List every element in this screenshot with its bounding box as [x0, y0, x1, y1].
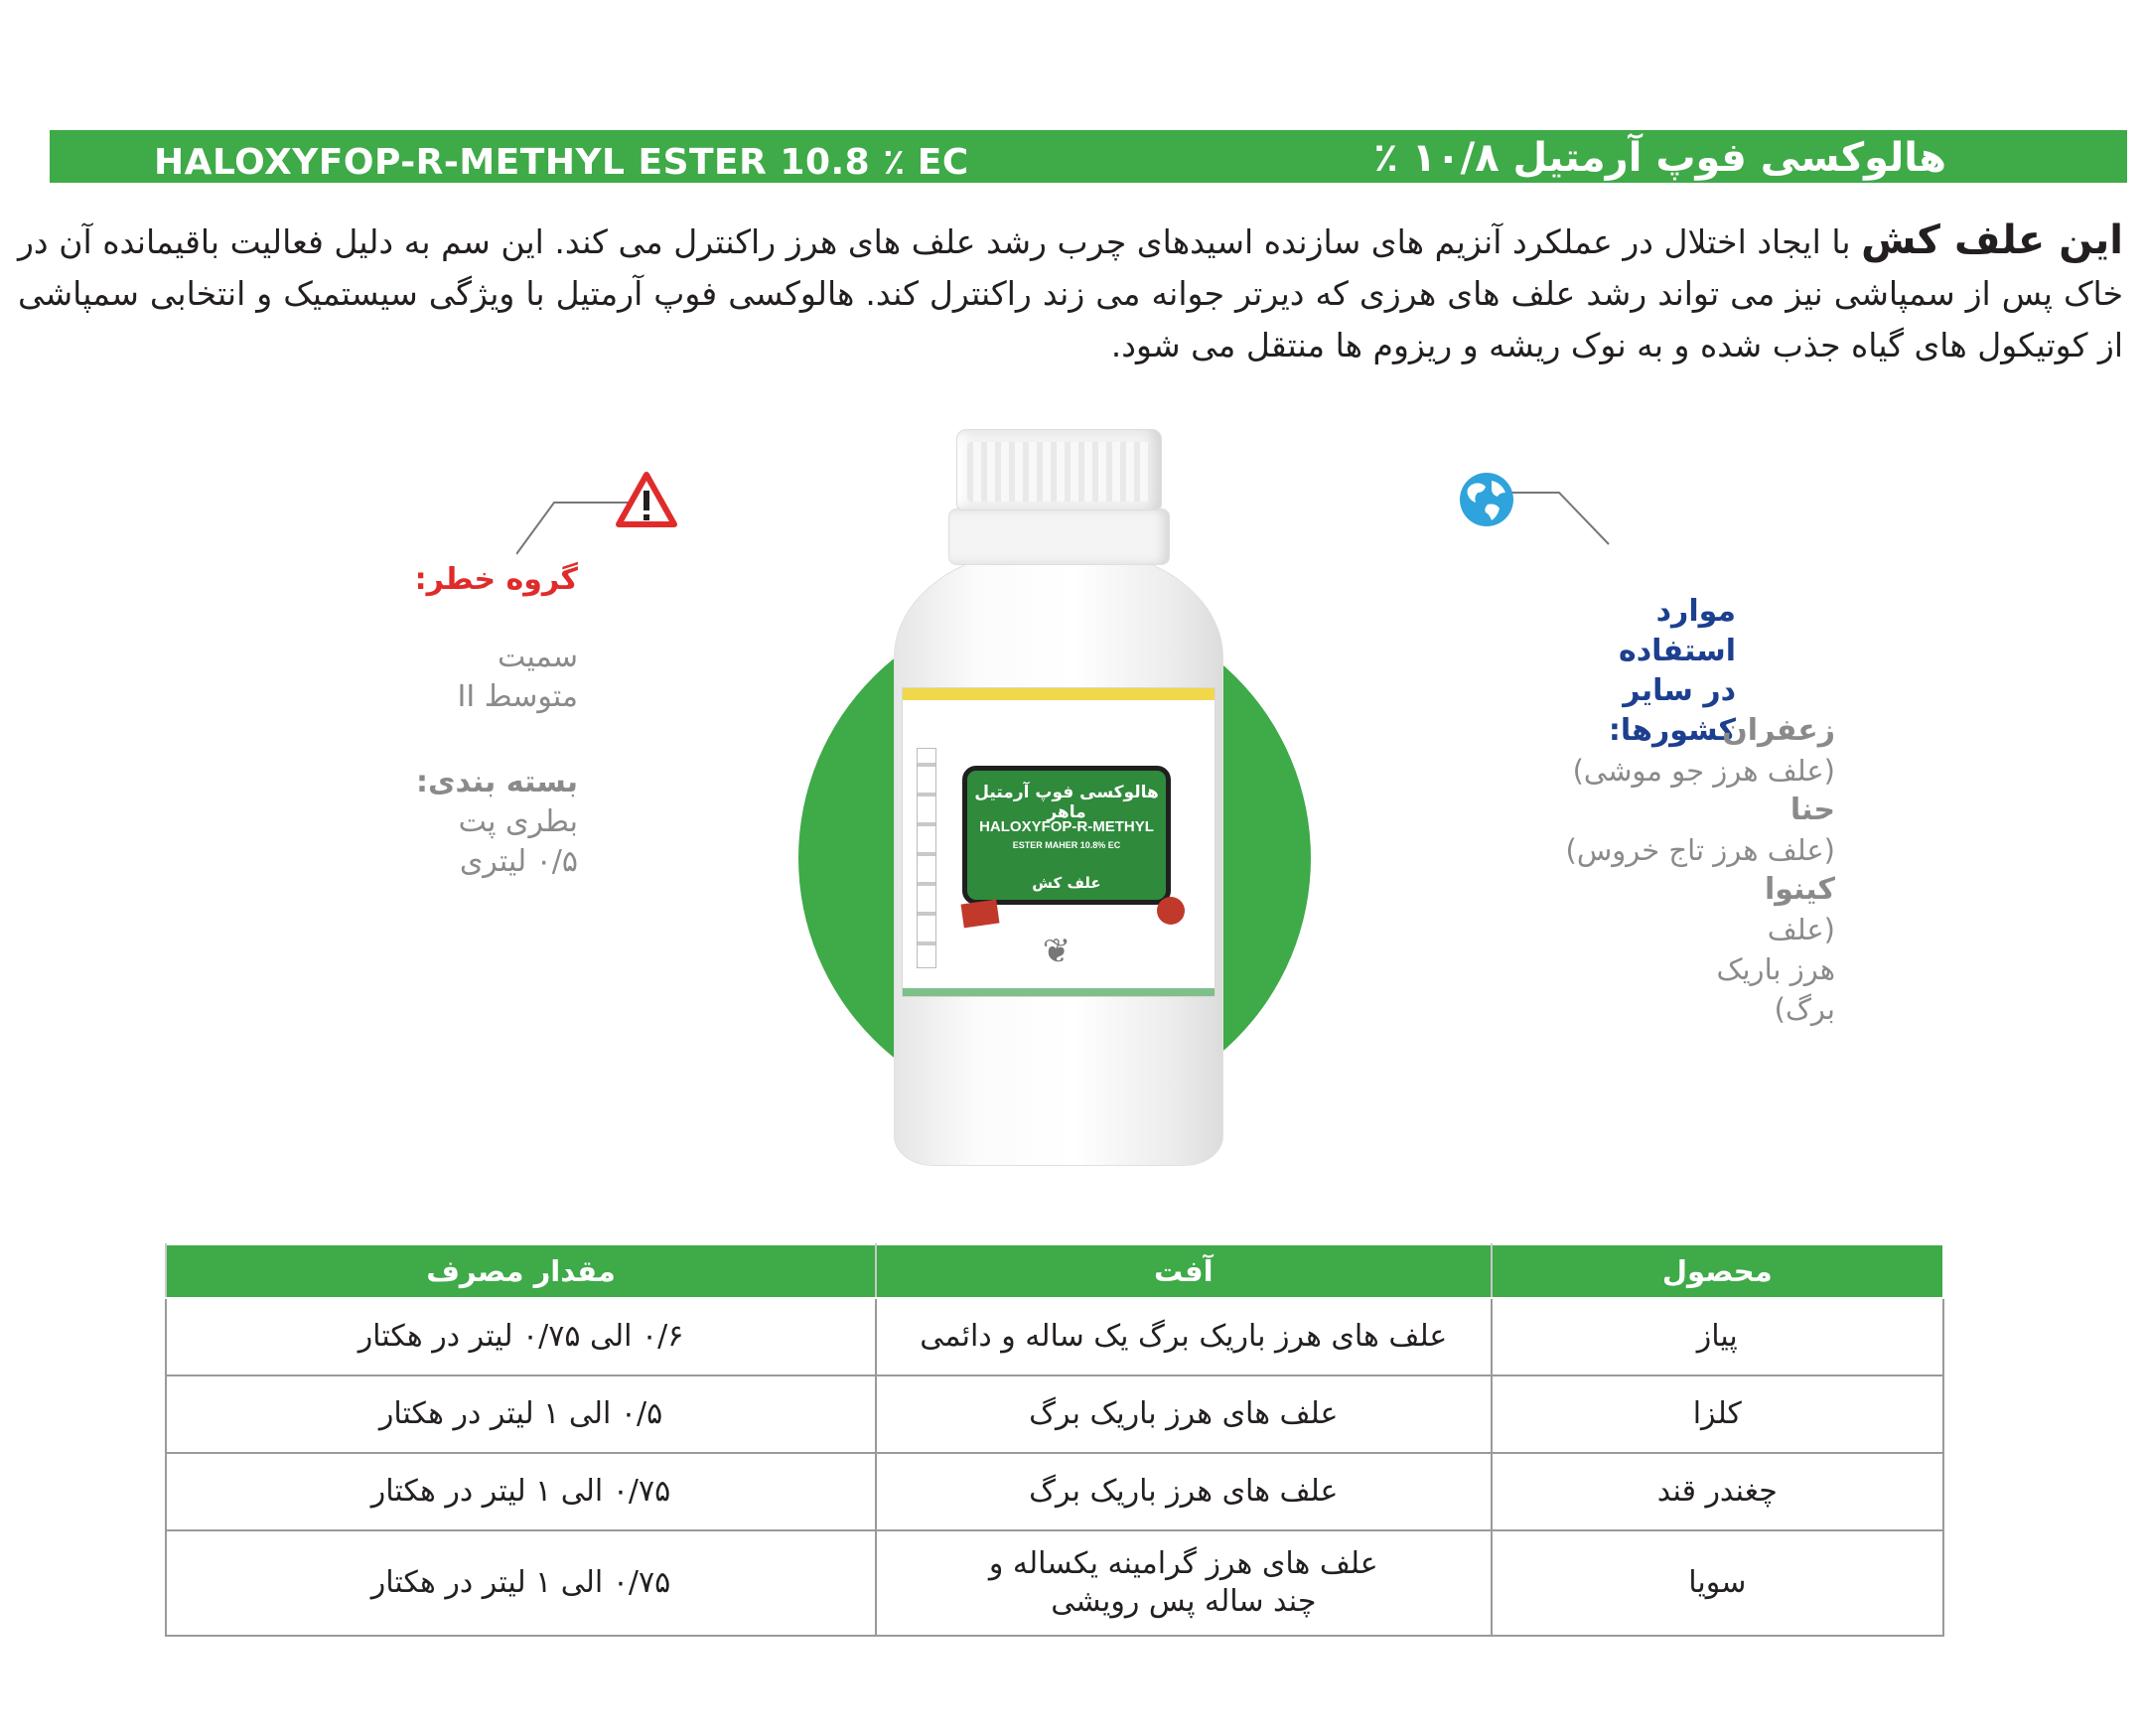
usage-crop-desc: (علف هرز تاج خروس): [1565, 833, 1835, 867]
table-row: [166, 1453, 1943, 1530]
header-title-fa: هالوکسی فوپ آرمتیل ۱۰/۸ ٪: [1373, 135, 1946, 181]
usage-list: [1537, 711, 1835, 1029]
label-volume-badge: [1157, 897, 1185, 925]
bottle-collar: [948, 508, 1170, 565]
packaging-title: بسته بندی:: [415, 765, 578, 799]
intro-lead: این علف کش: [1861, 217, 2123, 263]
column-header-dose: مقدار مصرف: [166, 1244, 876, 1298]
table-row: [166, 1375, 1943, 1453]
cell-dose: ۰/۶ الی ۰/۷۵ لیتر در هکتار: [166, 1298, 876, 1375]
label-name-en: HALOXYFOP-R-METHYL: [979, 818, 1154, 835]
cell-pest: علف های هرز باریک برگ یک ساله و دائمی: [876, 1298, 1491, 1375]
header-title-en: HALOXYFOP-R-METHYL ESTER 10.8 ٪ EC: [154, 142, 969, 183]
column-header-crop: محصول: [1492, 1244, 1943, 1298]
cell-dose: ۰/۷۵ الی ۱ لیتر در هکتار: [166, 1530, 876, 1636]
cell-crop: کلزا: [1492, 1375, 1943, 1453]
table-header-row: [166, 1244, 1943, 1298]
column-header-pest: آفت: [876, 1244, 1491, 1298]
usage-crop-desc: (علف هرز جو موشی): [1572, 754, 1835, 788]
usage-crop-name: کینوا: [1764, 872, 1835, 907]
cell-dose: ۰/۵ الی ۱ لیتر در هکتار: [166, 1375, 876, 1453]
dosage-table: [165, 1243, 1944, 1637]
usage-title-line1: موارد استفاده: [1619, 594, 1736, 668]
intro-paragraph: [18, 215, 2123, 371]
cell-pest: علف های هرز باریک برگ: [876, 1453, 1491, 1530]
bottle-cap: [956, 429, 1162, 510]
label-name-fa: هالوکسی فوپ آرمتیل ماهر: [974, 783, 1159, 822]
intro-text: با ایجاد اختلال در عملکرد آنزیم های سازنده اسیدهای چرب رشد علف های هرز راکنترل می کند. این سم به دلیل فعالیت باقیمانده آن در خاک پس از سمپاشی نیز می تواند رشد علف های هرزی که دیرتر جوانه می زند راکنترل کند. هالوکسی فوپ آرمتیل با ویژگی سیستمیک و انتخابی سمپاشی از کوتیکول های گیاه جذب شده و به نوک ریشه و ریزوم ها منتقل می شود.: [18, 222, 2123, 364]
hazard-level: متوسط II: [457, 679, 578, 714]
label-pictograms: [917, 748, 936, 968]
usage-crop-name: حنا: [1789, 793, 1835, 827]
cell-crop: سویا: [1492, 1530, 1943, 1636]
hazard-toxicity: سمیت: [498, 640, 578, 674]
packaging-volume: ۰/۵ لیتری: [459, 844, 578, 879]
cell-dose: ۰/۷۵ الی ۱ لیتر در هکتار: [166, 1453, 876, 1530]
warning-icon: [616, 471, 677, 528]
table-row: [166, 1530, 1943, 1636]
list-item: [1537, 791, 1835, 870]
product-bottle: [894, 429, 1221, 1164]
cell-crop: چغندر قند: [1492, 1453, 1943, 1530]
list-item: [1537, 870, 1835, 1029]
usage-crop-name: زعفران: [1722, 713, 1835, 748]
cell-crop: پیاز: [1492, 1298, 1943, 1375]
leaf-logo-icon: ❦: [1042, 932, 1072, 971]
cell-pest: علف های هرز گرامینه یکساله و چند ساله پس رویشی: [876, 1530, 1491, 1636]
hazard-group-title: گروه خطر:: [414, 562, 578, 597]
usage-title-line2: در سایر کشورها:: [1608, 673, 1736, 748]
label-name-box: [962, 766, 1171, 905]
usage-connector-line: [1500, 487, 1619, 546]
bottle-label: [902, 687, 1216, 997]
list-item: [1537, 711, 1835, 791]
label-kind: علف کش: [1032, 874, 1101, 892]
packaging-type: بطری پت: [458, 804, 578, 839]
cell-pest: علف های هرز باریک برگ: [876, 1375, 1491, 1453]
table-row: [166, 1298, 1943, 1375]
usage-crop-desc: (علف هرز باریک برگ): [1716, 913, 1835, 1026]
label-origin-sticker: [961, 900, 1000, 929]
label-sub-en: ESTER MAHER 10.8% EC: [1012, 840, 1121, 850]
globe-icon: [1458, 471, 1515, 528]
